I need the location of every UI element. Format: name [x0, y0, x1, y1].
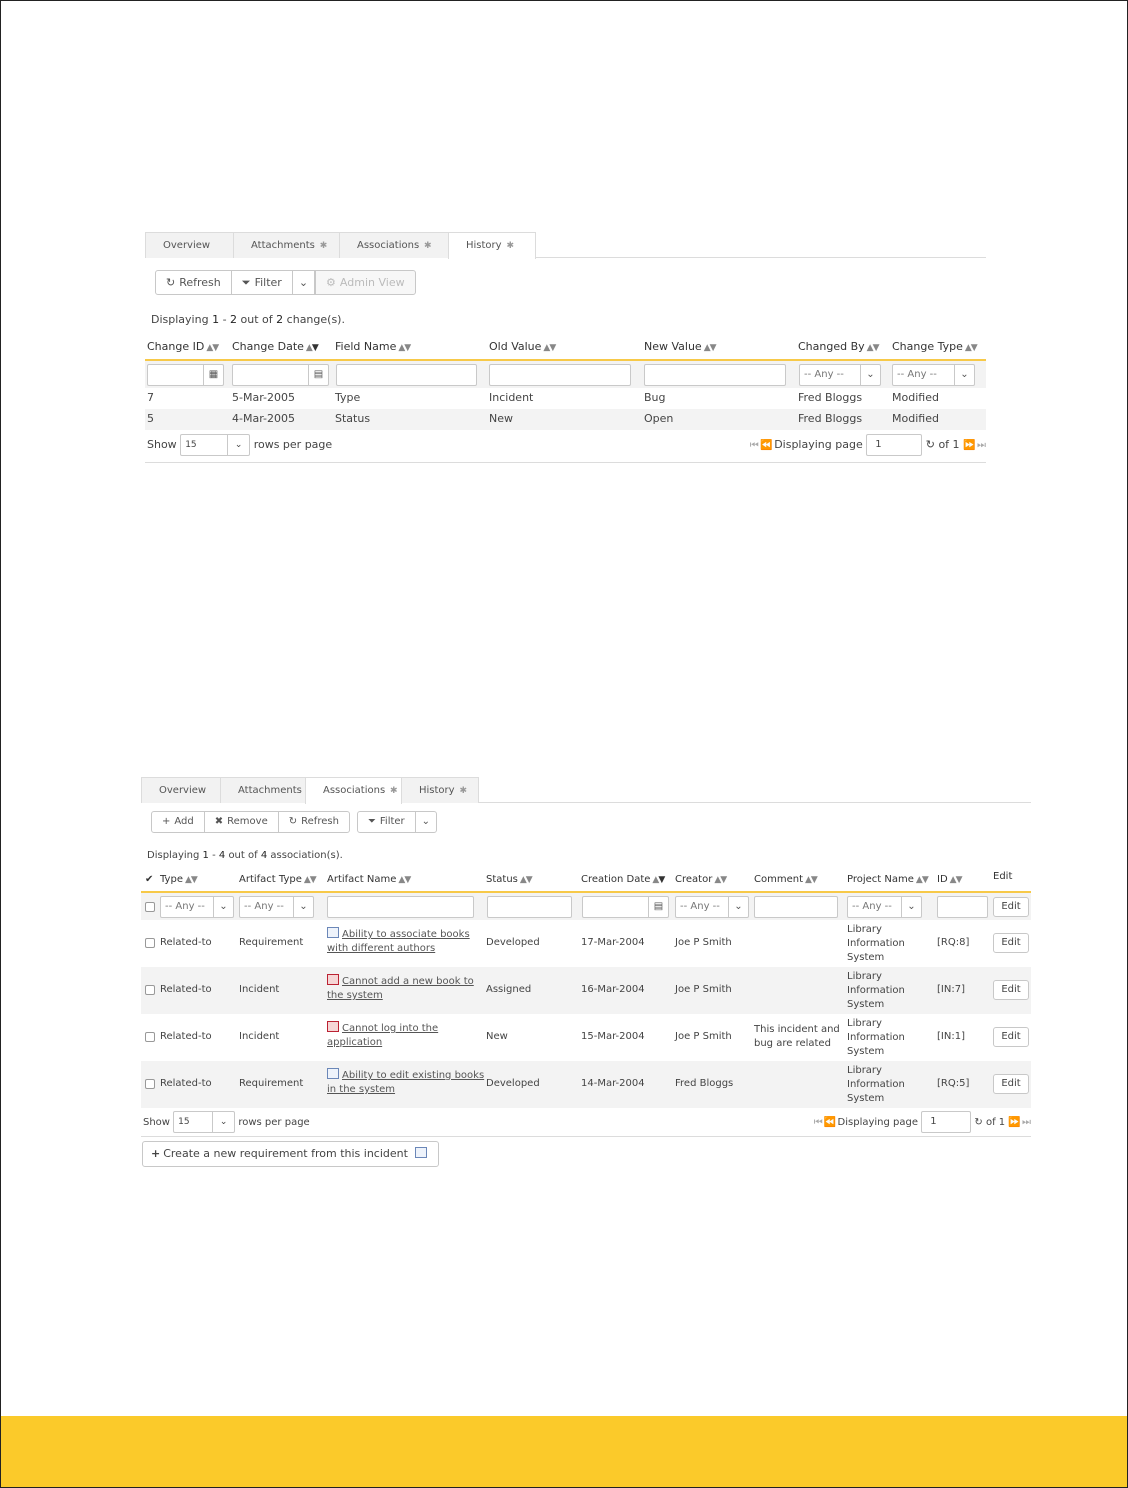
filter-icon: ⏷	[367, 816, 376, 827]
col-label: Comment	[754, 874, 803, 885]
sort-icon: ▲▼	[303, 875, 316, 885]
filter-label: Filter	[254, 276, 282, 289]
col-label: Creation Date	[581, 874, 651, 885]
display-out-of: out of	[228, 850, 258, 861]
associations-pager-right	[814, 1111, 1029, 1133]
incident-icon	[327, 974, 339, 985]
comment-filter[interactable]	[754, 896, 838, 918]
chevron-down-icon: ⌄	[421, 816, 431, 827]
col-changed-by[interactable]	[798, 340, 879, 353]
close-icon: ✖	[214, 816, 224, 827]
chevron-down-icon: ⌄	[298, 276, 309, 289]
new-value-cell: Bug	[644, 391, 666, 404]
associations-tab-bar	[141, 777, 478, 803]
col-label: Creator	[675, 874, 713, 885]
last-page-icon[interactable]: ⏭	[1022, 1117, 1029, 1128]
page-number-input[interactable]: 1	[866, 434, 922, 456]
filter-edit-button[interactable]: Edit	[993, 897, 1029, 917]
displaying-page-label: Displaying page	[837, 1117, 919, 1128]
type-cell: Related-to	[160, 937, 212, 948]
chevron-down-icon: ⌄	[212, 1112, 234, 1132]
chevron-down-icon: ⌄	[860, 365, 880, 385]
col-label: Artifact Name	[327, 874, 397, 885]
sort-icon: ▲▼	[398, 875, 411, 885]
col-artifact-name[interactable]	[327, 874, 410, 885]
displaying-page-label: Displaying page	[774, 438, 863, 451]
col-label: Project Name	[847, 874, 914, 885]
project-name-cell: Library Information System	[847, 1018, 905, 1057]
display-from: 1	[212, 313, 220, 326]
table-row[interactable]	[145, 409, 986, 430]
first-page-icon[interactable]: ⏮	[749, 440, 757, 451]
artifact-type-cell: Incident	[239, 984, 280, 995]
refresh-label: Refresh	[179, 276, 221, 289]
associations-filter-row	[141, 893, 1031, 920]
type-cell: Related-to	[160, 1078, 212, 1089]
admin-view-label: Admin View	[339, 276, 405, 289]
change-type-cell: Modified	[892, 391, 939, 404]
tab-overview[interactable]	[141, 777, 221, 803]
edit-button[interactable]: Edit	[993, 980, 1029, 1000]
tab-label: Attachments	[238, 785, 302, 796]
change-date-filter[interactable]	[232, 364, 329, 386]
change-type-cell: Modified	[892, 412, 939, 425]
artifact-link[interactable]: Ability to associate books with different authors	[327, 929, 470, 954]
id-cell: [RQ:5]	[937, 1078, 970, 1089]
change-date-cell: 4-Mar-2005	[232, 412, 295, 425]
incident-icon	[327, 1021, 339, 1032]
col-old-value[interactable]	[489, 340, 555, 353]
calendar-icon: ▤	[308, 365, 328, 385]
field-name-cell: Type	[335, 391, 361, 404]
display-dash: -	[222, 313, 227, 326]
old-value-cell: Incident	[489, 391, 534, 404]
refresh-icon: ↻	[288, 816, 298, 827]
display-prefix: Displaying	[147, 850, 200, 861]
creation-date-cell: 15-Mar-2004	[581, 1031, 645, 1042]
col-label: Edit	[993, 871, 1013, 882]
sort-icon: ▲▼	[703, 343, 716, 353]
chevron-down-icon: ⌄	[728, 897, 748, 917]
project-name-cell: Library Information System	[847, 924, 905, 963]
sort-icon: ▲▼	[964, 343, 977, 353]
rows-value: 15	[185, 440, 197, 450]
chevron-down-icon: ⌄	[227, 435, 249, 455]
col-id[interactable]	[937, 874, 962, 885]
new-value-cell: Open	[644, 412, 674, 425]
filter-label: Filter	[379, 816, 405, 827]
change-id-filter[interactable]	[147, 364, 224, 386]
history-panel	[145, 232, 986, 472]
tab-attachments[interactable]	[220, 777, 306, 803]
old-value-filter[interactable]	[489, 364, 631, 386]
col-artifact-type[interactable]	[239, 874, 316, 885]
display-total: 4	[260, 850, 268, 861]
col-label: ID	[937, 874, 948, 885]
col-label: New Value	[644, 340, 702, 353]
requirement-icon	[415, 1147, 427, 1158]
field-name-cell: Status	[335, 412, 371, 425]
refresh-icon[interactable]: ↻	[974, 1117, 983, 1128]
artifact-link[interactable]: Ability to edit existing books in the system	[327, 1070, 485, 1095]
asterisk-icon: ✱	[421, 241, 432, 251]
filter-any: -- Any --	[804, 369, 844, 380]
sort-icon: ▲▼	[652, 875, 665, 885]
artifact-type-cell: Requirement	[239, 937, 304, 948]
status-cell: Assigned	[486, 984, 532, 995]
type-cell: Related-to	[160, 1031, 212, 1042]
page-count-label: of 1	[938, 438, 960, 451]
associations-display-message	[147, 850, 343, 861]
display-suffix: change(s).	[286, 313, 345, 326]
filter-any: -- Any --	[165, 901, 205, 912]
col-label: Status	[486, 874, 518, 885]
chevron-down-icon: ⌄	[293, 897, 313, 917]
calendar-icon: ▤	[648, 897, 668, 917]
edit-button[interactable]: Edit	[993, 1074, 1029, 1094]
col-label: Old Value	[489, 340, 542, 353]
last-page-icon[interactable]: ⏭	[977, 440, 984, 451]
add-button[interactable]	[151, 811, 205, 833]
sort-icon: ▲▼	[305, 343, 318, 353]
refresh-label: Refresh	[301, 816, 339, 827]
refresh-button[interactable]	[278, 811, 350, 833]
history-pager-right	[750, 434, 984, 456]
asterisk-icon: ✱	[316, 241, 328, 251]
tab-label: Overview	[159, 785, 207, 796]
col-new-value[interactable]	[644, 340, 716, 353]
history-display-message	[151, 313, 345, 326]
col-change-id[interactable]	[147, 340, 218, 353]
panel-bottom-line	[145, 462, 986, 463]
chevron-down-icon: ⌄	[954, 365, 974, 385]
calculator-icon: ▦	[203, 365, 223, 385]
display-dash: -	[212, 850, 216, 861]
asterisk-icon: ✱	[503, 241, 514, 251]
col-label: Change ID	[147, 340, 205, 353]
chevron-down-icon: ⌄	[901, 897, 921, 917]
status-cell: New	[486, 1031, 508, 1042]
footer-band	[1, 1416, 1127, 1487]
tab-associations[interactable]	[339, 232, 449, 258]
table-row[interactable]	[141, 920, 1031, 967]
tab-label: Associations	[323, 785, 386, 796]
creator-cell: Joe P Smith	[675, 1031, 732, 1042]
next-page-icon[interactable]: ⏩	[963, 440, 974, 451]
col-change-date[interactable]	[232, 340, 318, 353]
artifact-name-cell[interactable]	[327, 927, 483, 956]
tab-label: Attachments	[251, 240, 315, 251]
rows-per-page-label: rows per page	[238, 1117, 310, 1128]
add-label: Add	[174, 816, 194, 827]
remove-button[interactable]	[204, 811, 279, 833]
col-change-type[interactable]	[892, 340, 977, 353]
filter-icon: ⏷	[241, 276, 251, 289]
history-pager-left	[147, 434, 332, 456]
artifact-link[interactable]: Cannot add a new book to the system	[327, 976, 474, 1001]
previous-page-icon[interactable]: ⏪	[823, 1117, 835, 1128]
display-out-of: out of	[240, 313, 273, 326]
display-to: 4	[218, 850, 226, 861]
gear-icon: ⚙	[326, 276, 336, 289]
show-label: Show	[143, 1117, 170, 1128]
table-row[interactable]	[141, 1014, 1031, 1061]
select-all-check-icon[interactable]: ✔	[145, 874, 154, 885]
previous-page-icon[interactable]: ⏪	[760, 440, 771, 451]
sort-icon: ▲▼	[805, 875, 817, 885]
tab-history[interactable]	[448, 232, 536, 259]
creation-date-filter[interactable]	[582, 896, 669, 918]
sort-icon: ▲▼	[398, 343, 411, 353]
changed-by-cell: Fred Bloggs	[798, 391, 863, 404]
changed-by-cell: Fred Bloggs	[798, 412, 863, 425]
artifact-type-filter[interactable]	[239, 896, 314, 918]
history-toolbar	[155, 270, 415, 295]
col-creation-date[interactable]	[581, 874, 664, 885]
chevron-down-icon: ⌄	[213, 897, 233, 917]
next-page-icon[interactable]: ⏩	[1008, 1117, 1019, 1128]
artifact-name-cell[interactable]	[327, 1021, 447, 1050]
artifact-type-cell: Requirement	[239, 1078, 304, 1089]
project-name-cell: Library Information System	[847, 1065, 905, 1104]
history-tab-bar	[145, 232, 535, 258]
col-field-name[interactable]	[335, 340, 410, 353]
table-row[interactable]	[141, 967, 1031, 1014]
artifact-link[interactable]: Cannot log into the application	[327, 1023, 439, 1048]
sort-icon: ▲▼	[949, 875, 962, 885]
tab-overview[interactable]	[145, 232, 234, 258]
associations-panel	[141, 777, 1031, 1177]
artifact-name-filter[interactable]	[327, 896, 474, 918]
admin-view-button[interactable]	[315, 270, 416, 295]
page-number-input[interactable]: 1	[921, 1111, 971, 1133]
tab-label: History	[419, 785, 455, 796]
refresh-button[interactable]	[155, 270, 232, 295]
col-comment[interactable]	[754, 874, 817, 885]
id-cell: [IN:7]	[937, 984, 965, 995]
col-label: Artifact Type	[239, 874, 302, 885]
project-name-filter[interactable]	[847, 896, 922, 918]
col-creator[interactable]	[675, 874, 726, 885]
id-cell: [RQ:8]	[937, 937, 970, 948]
creation-date-cell: 17-Mar-2004	[581, 937, 645, 948]
id-cell: [IN:1]	[937, 1031, 965, 1042]
col-label: Change Type	[892, 340, 963, 353]
edit-button[interactable]: Edit	[993, 1027, 1029, 1047]
panel-bottom-line	[141, 1136, 1031, 1137]
sort-icon: ▲▼	[519, 875, 532, 885]
history-filter-row	[145, 361, 986, 388]
col-label: Changed By	[798, 340, 865, 353]
artifact-name-cell[interactable]	[327, 974, 483, 1003]
remove-label: Remove	[227, 816, 268, 827]
associations-header-row	[141, 871, 1031, 892]
filter-dropdown-button[interactable]	[415, 811, 437, 833]
field-name-filter[interactable]	[336, 364, 477, 386]
select-all-checkbox[interactable]	[145, 902, 155, 912]
display-total: 2	[276, 313, 284, 326]
sort-icon: ▲▼	[206, 343, 219, 353]
col-label: Change Date	[232, 340, 304, 353]
comment-cell: This incident and bug are related	[754, 1024, 840, 1049]
edit-button[interactable]: Edit	[993, 933, 1029, 953]
type-filter[interactable]	[160, 896, 234, 918]
requirement-icon	[327, 927, 339, 938]
requirement-icon	[327, 1068, 339, 1079]
filter-any: -- Any --	[680, 901, 720, 912]
creator-filter[interactable]	[675, 896, 749, 918]
status-filter[interactable]	[487, 896, 572, 918]
filter-button[interactable]	[357, 811, 416, 833]
change-type-filter[interactable]	[892, 364, 975, 386]
row-checkbox[interactable]	[145, 1079, 155, 1089]
artifact-name-cell[interactable]	[327, 1068, 485, 1097]
col-status[interactable]	[486, 874, 532, 885]
type-cell: Related-to	[160, 984, 212, 995]
row-checkbox[interactable]	[145, 938, 155, 948]
old-value-cell: New	[489, 412, 513, 425]
tab-associations[interactable]	[305, 777, 402, 804]
rows-per-page-select[interactable]	[173, 1111, 235, 1133]
change-id-cell: 7	[147, 391, 154, 404]
history-header-row	[145, 340, 986, 358]
plus-icon: +	[151, 1147, 161, 1160]
asterisk-icon: ✱	[456, 786, 467, 796]
filter-any: -- Any --	[852, 901, 892, 912]
row-checkbox[interactable]	[145, 985, 155, 995]
col-label: Type	[160, 874, 183, 885]
filter-any: -- Any --	[897, 369, 937, 380]
first-page-icon[interactable]: ⏮	[813, 1117, 821, 1128]
show-label: Show	[147, 438, 177, 451]
table-row[interactable]	[145, 388, 986, 409]
rows-per-page-select[interactable]	[180, 434, 250, 456]
tab-attachments[interactable]	[233, 232, 340, 258]
display-prefix: Displaying	[151, 313, 209, 326]
sort-icon: ▲▼	[866, 343, 879, 353]
sort-icon: ▲▼	[184, 875, 197, 885]
associations-toolbar	[151, 811, 436, 833]
change-id-cell: 5	[147, 412, 154, 425]
status-cell: Developed	[486, 937, 540, 948]
plus-icon: +	[162, 816, 171, 827]
rows-per-page-label: rows per page	[253, 438, 333, 451]
filter-dropdown-button[interactable]	[292, 270, 315, 295]
creator-cell: Joe P Smith	[675, 937, 732, 948]
display-to: 2	[230, 313, 238, 326]
col-type[interactable]	[160, 874, 197, 885]
filter-any: -- Any --	[244, 901, 284, 912]
row-checkbox[interactable]	[145, 1032, 155, 1042]
asterisk-icon: ✱	[387, 786, 398, 796]
tab-label: History	[466, 240, 502, 251]
refresh-icon[interactable]: ↻	[925, 438, 935, 451]
col-project-name[interactable]	[847, 874, 928, 885]
associations-pager-left	[143, 1111, 310, 1133]
status-cell: Developed	[486, 1078, 540, 1089]
refresh-icon: ↻	[166, 276, 176, 289]
creation-date-cell: 14-Mar-2004	[581, 1078, 645, 1089]
sort-icon: ▲▼	[543, 343, 556, 353]
changed-by-filter[interactable]	[799, 364, 881, 386]
artifact-type-cell: Incident	[239, 1031, 280, 1042]
id-filter[interactable]	[937, 896, 988, 918]
creation-date-cell: 16-Mar-2004	[581, 984, 645, 995]
col-label: Field Name	[335, 340, 397, 353]
tab-history[interactable]	[401, 777, 479, 803]
sort-icon: ▲▼	[714, 875, 727, 885]
display-from: 1	[202, 850, 209, 861]
display-suffix: association(s).	[270, 850, 343, 861]
sort-icon: ▲▼	[915, 875, 928, 885]
rows-value: 15	[178, 1117, 190, 1127]
project-name-cell: Library Information System	[847, 971, 905, 1010]
toolbar-gap	[349, 811, 357, 833]
create-requirement-label: Create a new requirement from this incident	[163, 1147, 408, 1160]
creator-cell: Joe P Smith	[675, 984, 732, 995]
new-value-filter[interactable]	[644, 364, 786, 386]
create-requirement-button[interactable]	[142, 1141, 439, 1167]
page-count-label: of 1	[985, 1117, 1006, 1128]
filter-button[interactable]	[231, 270, 293, 295]
col-edit	[993, 871, 1012, 882]
table-row[interactable]	[141, 1061, 1031, 1108]
tab-label: Overview	[163, 240, 211, 251]
tab-label: Associations	[357, 240, 420, 251]
creator-cell: Fred Bloggs	[675, 1078, 734, 1089]
change-date-cell: 5-Mar-2005	[232, 391, 295, 404]
